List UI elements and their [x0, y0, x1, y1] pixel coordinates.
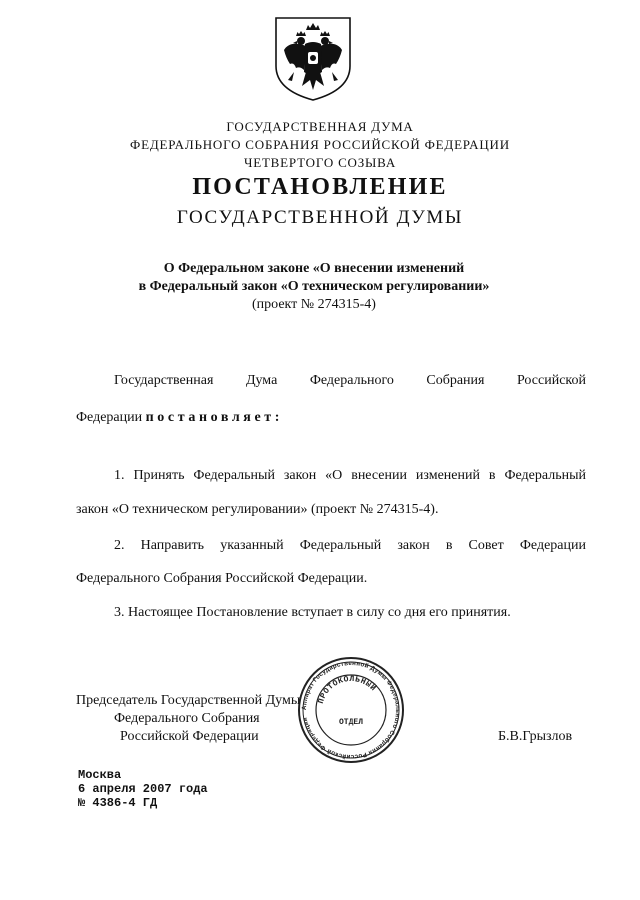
signatory-name: Б.В.Грызлов: [498, 729, 573, 744]
footer-registration-number: № 4386-4 ГД: [78, 796, 158, 810]
item-2-line-1: 2. Направить указанный Федеральный закон в Совет Федерации: [114, 538, 586, 553]
stamp-ring-text: Аппарат Государственной Думы Федерального Собрания Российской Федерации: [300, 659, 402, 761]
header-line-federal-assembly: ФЕДЕРАЛЬНОГО СОБРАНИЯ РОССИЙСКОЙ ФЕДЕРАЦИИ: [130, 137, 510, 152]
item-1-line-2: закон «О техническом регулировании» (проект № 274315-4).: [76, 502, 439, 517]
footer-date: 6 апреля 2007 года: [78, 782, 208, 796]
document-subtitle: ГОСУДАРСТВЕННОЙ ДУМЫ: [176, 207, 464, 228]
header-line-duma: ГОСУДАРСТВЕННАЯ ДУМА: [226, 119, 414, 134]
preamble-line-1: Государственная Дума Федерального Собрания Российской: [114, 373, 586, 388]
signature-position-line-3: Российской Федерации: [120, 729, 259, 744]
stamp-center-text: ОТДЕЛ: [338, 718, 364, 727]
project-number: (проект № 274315-4): [252, 297, 376, 312]
item-1-line-1: 1. Принять Федеральный закон «О внесении изменений в Федеральный: [114, 468, 586, 483]
subject-line-2: в Федеральный закон «О техническом регулировании»: [138, 279, 490, 294]
signature-position-line-1: Председатель Государственной Думы: [76, 693, 301, 708]
coat-of-arms-emblem: [270, 14, 356, 102]
document-title: ПОСТАНОВЛЕНИЕ: [192, 174, 448, 200]
item-3-line-1: 3. Настоящее Постановление вступает в силу со дня его принятия.: [114, 605, 511, 620]
subject-line-1: О Федеральном законе «О внесении изменений: [163, 261, 465, 276]
item-2-line-2: Федерального Собрания Российской Федерации.: [76, 571, 368, 586]
footer-city: Москва: [78, 768, 122, 782]
protocol-department-stamp: [296, 655, 406, 765]
header-line-convocation: ЧЕТВЕРТОГО СОЗЫВА: [243, 155, 397, 170]
resolves-word: постановляет:: [145, 410, 284, 425]
stamp-top-text: ПРОТОКОЛЬНЫЙ: [316, 674, 378, 705]
preamble-line-2: [76, 410, 283, 426]
preamble-federation: Федерации: [76, 410, 143, 425]
signature-position-line-2: Федерального Собрания: [114, 711, 260, 726]
